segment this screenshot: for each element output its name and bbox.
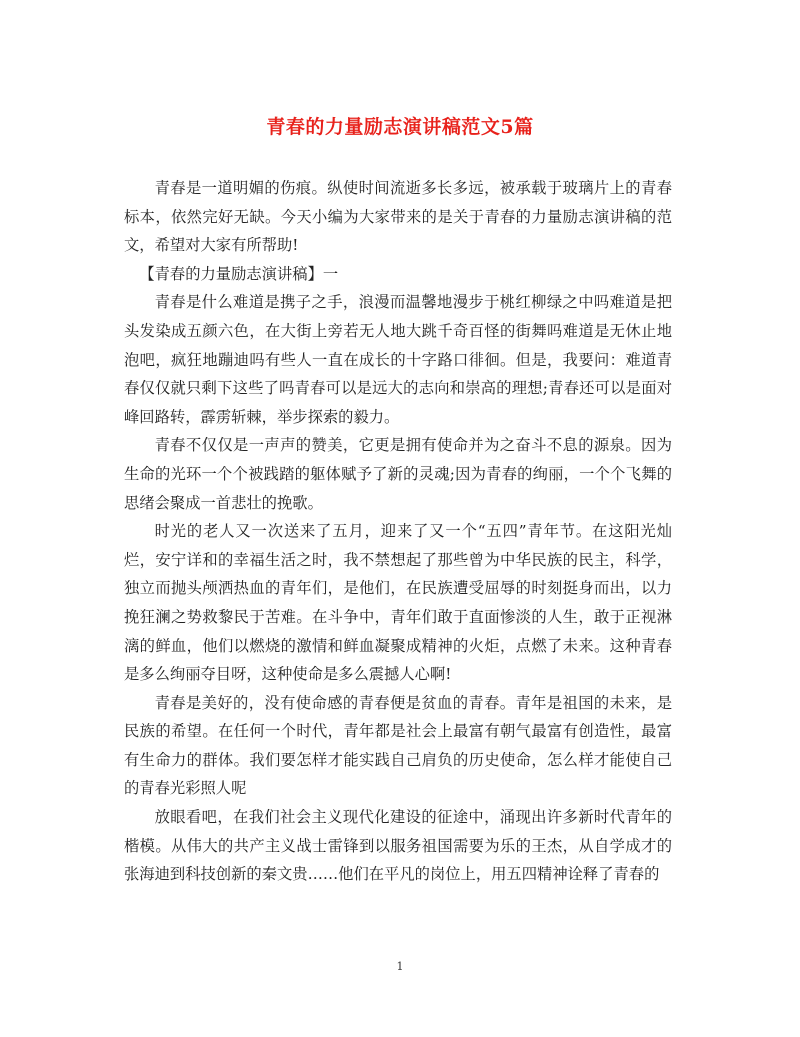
- page-number: 1: [396, 960, 404, 973]
- body-paragraph: 放眼看吧，在我们社会主义现代化建设的征途中，涌现出许多新时代青年的楷模。从伟大的共产主义战士雷锋到以服务祖国需要为乐的王杰，从自学成才的张海迪到科技创新的秦文贵……他们在平凡的岗位上，用五四精神诠释了青春的: [124, 808, 672, 884]
- body-paragraph: 青春不仅仅是一声声的赞美，它更是拥有使命并为之奋斗不息的源泉。因为生命的光环一个个被践踏的躯体赋予了新的灵魂;因为青春的绚丽，一个个飞舞的思绪会聚成一首悲壮的挽歌。: [124, 436, 672, 512]
- document-title: 青春的力量励志演讲稿范文5篇: [266, 116, 534, 138]
- intro-paragraph: 青春是一道明媚的伤痕。纵使时间流逝多长多远，被承载于玻璃片上的青春标本，依然完好无缺。今天小编为大家带来的是关于青春的力量励志演讲稿的范文，希望对大家有所帮助!: [124, 179, 672, 255]
- section-heading: 【青春的力量励志演讲稿】一: [139, 264, 339, 283]
- document-body: [124, 174, 672, 889]
- body-paragraph: 青春是什么难道是携子之手，浪漫而温馨地漫步于桃红柳绿之中吗难道是把头发染成五颜六色，在大街上旁若无人地大跳千奇百怪的街舞吗难道是无休止地泡吧，疯狂地蹦迪吗有些人一直在成长的十字路口徘徊。但是，我要问：难道青春仅仅就只剩下这些了吗青春可以是远大的志向和崇高的理想;青春还可以是面对峰回路转，霹雳斩棘，举步探索的毅力。: [124, 293, 672, 426]
- body-paragraph: 青春是美好的，没有使命感的青春便是贫血的青春。青年是祖国的未来，是民族的希望。在任何一个时代，青年都是社会上最富有朝气最富有创造性，最富有生命力的群体。我们要怎样才能实践自己肩负的历史使命，怎么样才能使自己的青春光彩照人呢: [124, 693, 672, 798]
- body-paragraph: 时光的老人又一次送来了五月，迎来了又一个“五四”青年节。在这阳光灿烂，安宁详和的幸福生活之时，我不禁想起了那些曾为中华民族的民主，科学，独立而抛头颅洒热血的青年们，是他们，在民族遭受屈辱的时刻挺身而出，以力挽狂澜之势救黎民于苦难。在斗争中，青年们敢于直面惨淡的人生，敢于正视淋漓的鲜血，他们以燃烧的激情和鲜血凝聚成精神的火炬，点燃了未来。这种青春是多么绚丽夺目呀，这种使命是多么震撼人心啊!: [124, 522, 672, 684]
